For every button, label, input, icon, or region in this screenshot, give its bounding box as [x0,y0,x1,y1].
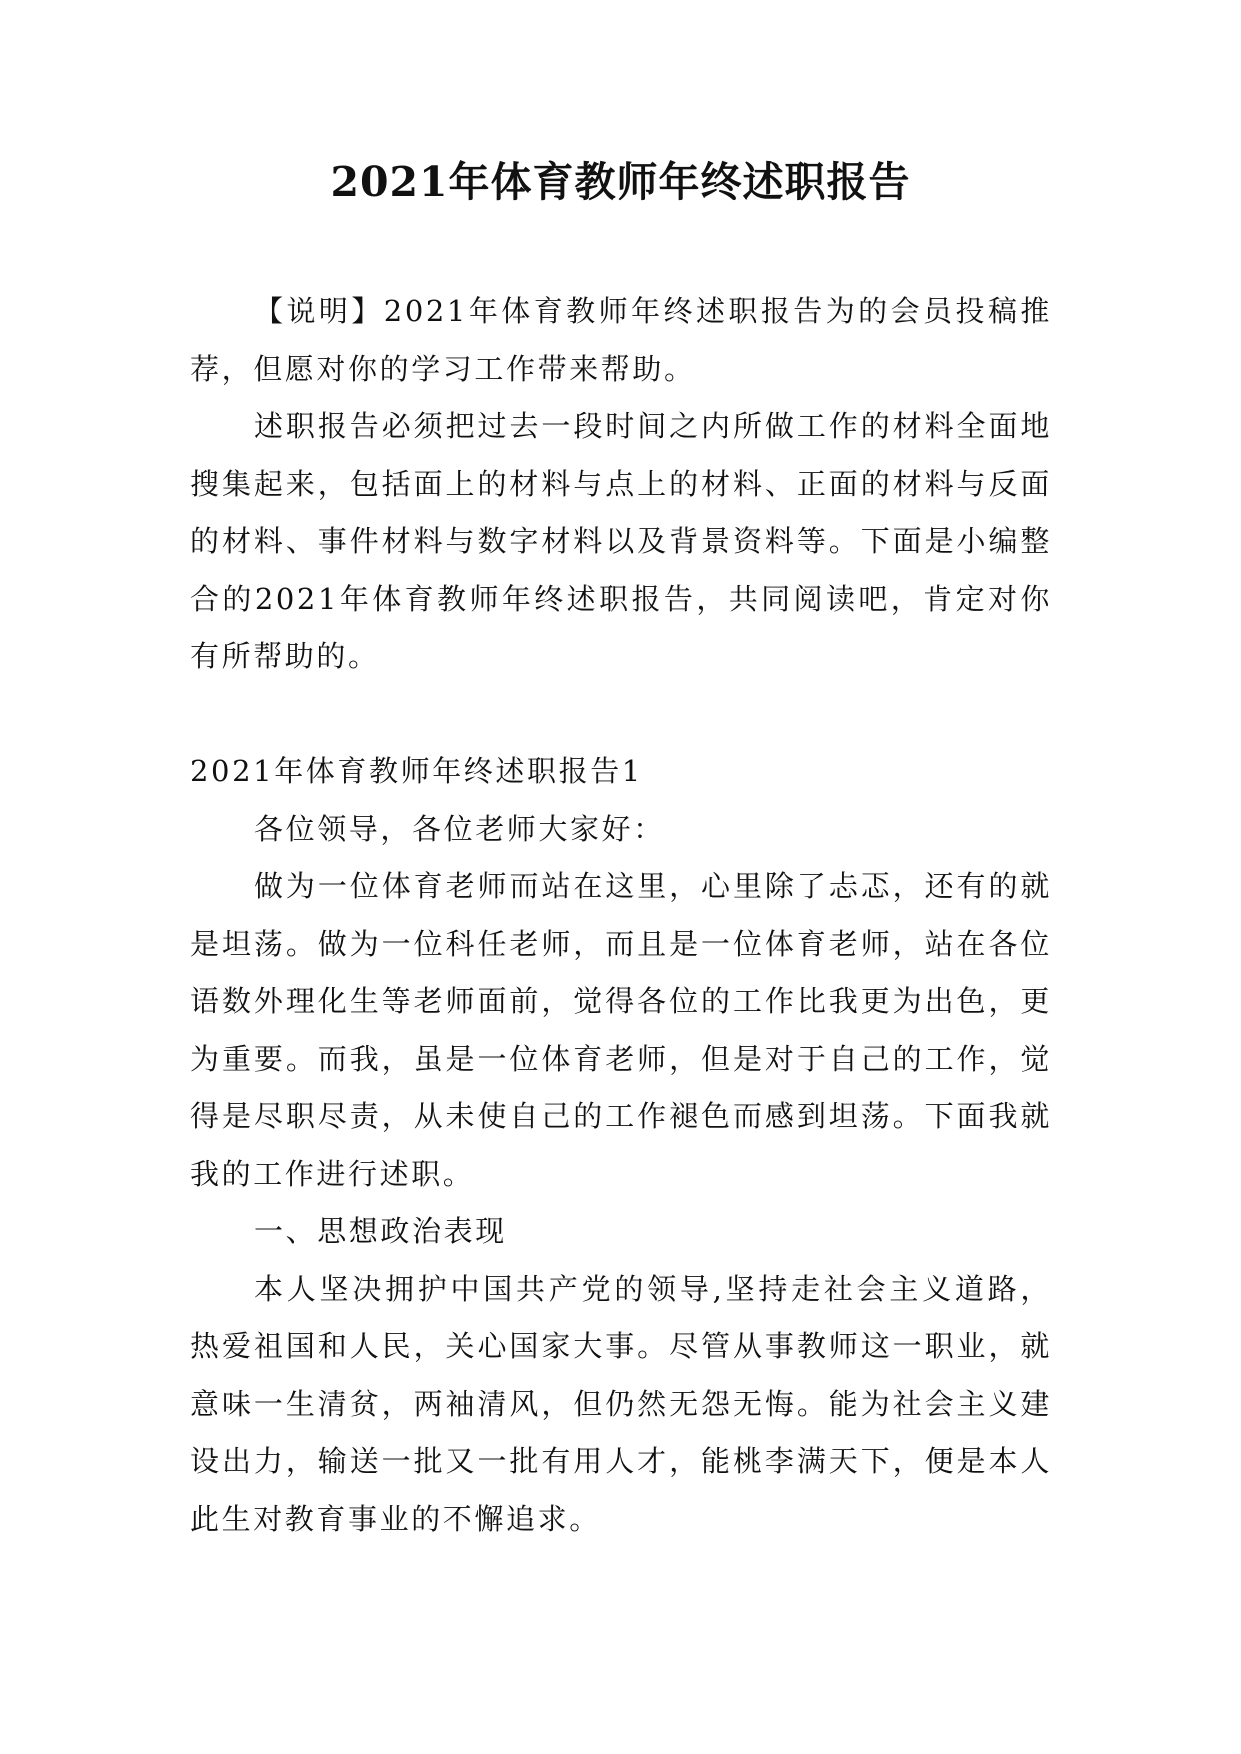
body-paragraph-political: 本人坚决拥护中国共产党的领导,坚持走社会主义道路，热爱祖国和人民，关心国家大事。尽管从事教师这一职业，就意味一生清贫，两袖清风，但仍然无怨无悔。能为社会主义建设出力，输送一批又一批有用人才，能桃李满天下，便是本人此生对教育事业的不懈追求。 [190,1271,1052,1536]
subheading-political-performance: 一、思想政治表现 [254,1214,507,1248]
intro-paragraph-note: 【说明】2021年体育教师年终述职报告为的会员投稿推荐，但愿对你的学习工作带来帮助。 [190,294,1052,386]
document-title: 2021年体育教师年终述职报告 [330,158,911,206]
intro-paragraph-summary: 述职报告必须把过去一段时间之内所做工作的材料全面地搜集起来，包括面上的材料与点上的材料、正面的材料与反面的材料、事件材料与数字材料以及背景资料等。下面是小编整合的2021年体育教师年终述职报告，共同阅读吧，肯定对你有所帮助的。 [190,409,1052,673]
body-paragraph-opening: 做为一位体育老师而站在这里，心里除了忐忑，还有的就是坦荡。做为一位科任老师，而且是一位体育老师，站在各位语数外理化生等老师面前，觉得各位的工作比我更为出色，更为重要。而我，虽是一位体育老师，但是对于自己的工作，觉得是尽职尽责，从未使自己的工作褪色而感到坦荡。下面我就我的工作进行述职。 [190,869,1052,1191]
document-body [190,283,1052,1548]
greeting-line: 各位领导，各位老师大家好： [254,811,665,846]
section-title: 2021年体育教师年终述职报告1 [190,754,643,788]
